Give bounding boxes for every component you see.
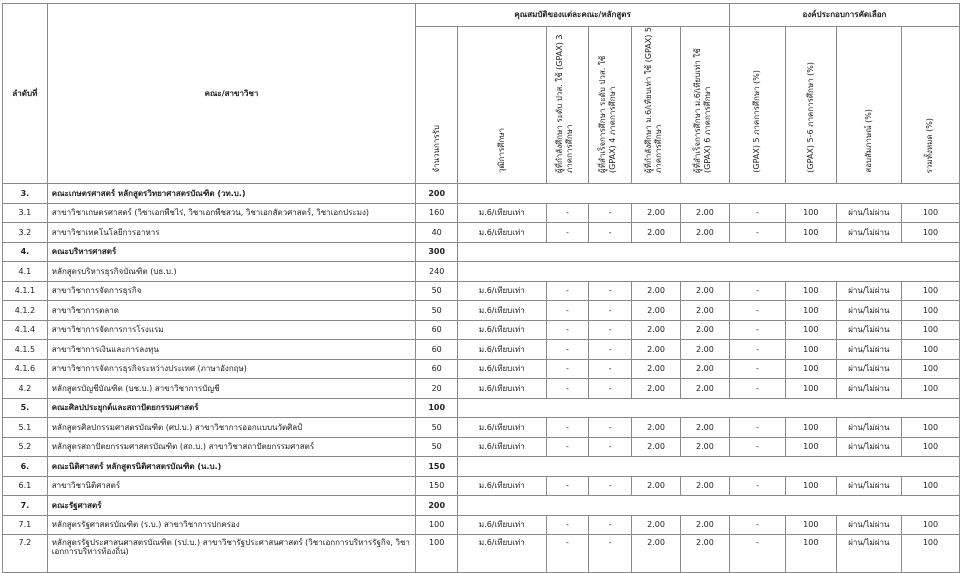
cell-q6: 2.00 <box>680 340 729 360</box>
cell-q3: - <box>546 379 589 399</box>
cell-faculty-name: สาขาวิชาเทคโนโลยีการอาหาร <box>47 223 416 243</box>
cell-total: 100 <box>901 379 959 399</box>
cell-interview: ผ่าน/ไม่ผ่าน <box>836 340 901 360</box>
cell-s2: 100 <box>785 320 836 340</box>
cell-no: 4.1.6 <box>3 359 48 379</box>
cell-q4: - <box>589 340 632 360</box>
table-row <box>3 515 960 535</box>
cell-capacity: 100 <box>416 535 458 573</box>
cell-interview: ผ่าน/ไม่ผ่าน <box>836 379 901 399</box>
cell-q5: 2.00 <box>632 301 681 321</box>
cell-s2: 100 <box>785 223 836 243</box>
cell-faculty-name: หลักสูตรรัฐศาสตรบัณฑิต (ร.บ.) สาขาวิชาการปกครอง <box>47 515 416 535</box>
cell-total: 100 <box>901 535 959 573</box>
cell-no: 3. <box>3 184 48 204</box>
cell-s1: - <box>729 515 785 535</box>
cell-total: 100 <box>901 203 959 223</box>
col-header-s2: (GPAX) 5-6 ภาคการศึกษา (%) <box>785 27 836 184</box>
table-header <box>3 4 960 184</box>
cell-q3: - <box>546 223 589 243</box>
cell-no: 3.2 <box>3 223 48 243</box>
cell-total: 100 <box>901 359 959 379</box>
cell-s2: 100 <box>785 535 836 573</box>
cell-s2: 100 <box>785 340 836 360</box>
cell-empty <box>458 457 960 477</box>
cell-empty <box>458 398 960 418</box>
cell-capacity: 20 <box>416 379 458 399</box>
cell-no: 7.2 <box>3 535 48 573</box>
table-section-row <box>3 398 960 418</box>
cell-q3: - <box>546 476 589 496</box>
cell-s1: - <box>729 223 785 243</box>
cell-s2: 100 <box>785 203 836 223</box>
cell-interview: ผ่าน/ไม่ผ่าน <box>836 203 901 223</box>
cell-faculty-name: สาขาวิชาการเงินและการลงทุน <box>47 340 416 360</box>
cell-q3: - <box>546 340 589 360</box>
cell-q6: 2.00 <box>680 281 729 301</box>
cell-q6: 2.00 <box>680 301 729 321</box>
cell-s2: 100 <box>785 359 836 379</box>
cell-faculty-name: หลักสูตรบริหารธุรกิจบัณฑิต (บธ.บ.) <box>47 262 416 282</box>
cell-faculty-name: สาขาวิชาเกษตรศาสตร์ (วิชาเอกพืชไร่, วิชาเอกพืชสวน, วิชาเอกสัตวศาสตร์, วิชาเอกประมง) <box>47 203 416 223</box>
cell-s1: - <box>729 359 785 379</box>
cell-q4: - <box>589 515 632 535</box>
cell-s1: - <box>729 476 785 496</box>
cell-no: 4.1.1 <box>3 281 48 301</box>
cell-q6: 2.00 <box>680 320 729 340</box>
cell-interview: ผ่าน/ไม่ผ่าน <box>836 359 901 379</box>
cell-q3: - <box>546 418 589 438</box>
cell-total: 100 <box>901 223 959 243</box>
cell-q4: - <box>589 203 632 223</box>
cell-education: ม.6/เทียบเท่า <box>458 418 547 438</box>
cell-q5: 2.00 <box>632 281 681 301</box>
col-header-q4: ผู้ที่สำเร็จการศึกษา ระดับ ปวส. ใช้ (GPAX) 4 ภาคการศึกษา <box>589 27 632 184</box>
table-row <box>3 340 960 360</box>
cell-faculty-name: หลักสูตรศิลปกรรมศาสตรบัณฑิต (ศป.บ.) สาขาวิชาการออกแบบนวัตศิลป์ <box>47 418 416 438</box>
table-section-row <box>3 242 960 262</box>
col-header-capacity: จำนวนการรับ <box>416 27 458 184</box>
cell-total: 100 <box>901 320 959 340</box>
table-row <box>3 379 960 399</box>
cell-capacity: 150 <box>416 457 458 477</box>
cell-s1: - <box>729 320 785 340</box>
cell-q4: - <box>589 437 632 457</box>
cell-empty <box>458 262 960 282</box>
cell-no: 7.1 <box>3 515 48 535</box>
cell-capacity: 300 <box>416 242 458 262</box>
cell-no: 6. <box>3 457 48 477</box>
cell-s1: - <box>729 340 785 360</box>
cell-q3: - <box>546 359 589 379</box>
cell-capacity: 50 <box>416 418 458 438</box>
table-row <box>3 418 960 438</box>
cell-q5: 2.00 <box>632 359 681 379</box>
cell-q5: 2.00 <box>632 515 681 535</box>
cell-capacity: 60 <box>416 320 458 340</box>
cell-s1: - <box>729 535 785 573</box>
cell-interview: ผ่าน/ไม่ผ่าน <box>836 515 901 535</box>
cell-total: 100 <box>901 281 959 301</box>
cell-s2: 100 <box>785 476 836 496</box>
cell-s1: - <box>729 281 785 301</box>
cell-total: 100 <box>901 476 959 496</box>
col-header-interview: สอบสัมภาษณ์ (%) <box>836 27 901 184</box>
table-row <box>3 301 960 321</box>
cell-education: ม.6/เทียบเท่า <box>458 535 547 573</box>
cell-faculty-name: คณะรัฐศาสตร์ <box>47 496 416 516</box>
cell-capacity: 60 <box>416 340 458 360</box>
cell-s1: - <box>729 203 785 223</box>
cell-faculty-name: คณะเกษตรศาสตร์ หลักสูตรวิทยาศาสตรบัณฑิต (วท.บ.) <box>47 184 416 204</box>
cell-interview: ผ่าน/ไม่ผ่าน <box>836 301 901 321</box>
cell-s2: 100 <box>785 515 836 535</box>
cell-q6: 2.00 <box>680 418 729 438</box>
cell-faculty-name: หลักสูตรรัฐประศาสนศาสตรบัณฑิต (รป.บ.) สาขาวิชารัฐประศาสนศาสตร์ (วิชาเอกการบริหารรัฐกิจ, วิชาเอกการบริหารท้องถิ่น) <box>47 535 416 573</box>
cell-q3: - <box>546 320 589 340</box>
cell-total: 100 <box>901 340 959 360</box>
cell-faculty-name: คณะศิลปประยุกต์และสถาปัตยกรรมศาสตร์ <box>47 398 416 418</box>
cell-faculty-name: สาขาวิชาการจัดการธุรกิจระหว่างประเทศ (ภาษาอังกฤษ) <box>47 359 416 379</box>
col-header-faculty: คณะ/สาขาวิชา <box>47 4 416 184</box>
cell-q5: 2.00 <box>632 203 681 223</box>
cell-q6: 2.00 <box>680 535 729 573</box>
cell-q4: - <box>589 535 632 573</box>
cell-faculty-name: สาขาวิชาการจัดการการโรงแรม <box>47 320 416 340</box>
cell-q3: - <box>546 203 589 223</box>
cell-q3: - <box>546 535 589 573</box>
cell-faculty-name: หลักสูตรสถาปัตยกรรมศาสตรบัณฑิต (สถ.บ.) สาขาวิชาสถาปัตยกรรมศาสตร์ <box>47 437 416 457</box>
cell-empty <box>458 496 960 516</box>
cell-q4: - <box>589 418 632 438</box>
table-section-row <box>3 184 960 204</box>
cell-s2: 100 <box>785 437 836 457</box>
table-subsection-row <box>3 262 960 282</box>
cell-interview: ผ่าน/ไม่ผ่าน <box>836 535 901 573</box>
cell-capacity: 200 <box>416 184 458 204</box>
cell-q4: - <box>589 301 632 321</box>
cell-no: 5.1 <box>3 418 48 438</box>
cell-q6: 2.00 <box>680 379 729 399</box>
cell-q3: - <box>546 437 589 457</box>
cell-no: 7. <box>3 496 48 516</box>
cell-education: ม.6/เทียบเท่า <box>458 437 547 457</box>
cell-q5: 2.00 <box>632 223 681 243</box>
cell-capacity: 50 <box>416 437 458 457</box>
cell-q5: 2.00 <box>632 535 681 573</box>
cell-interview: ผ่าน/ไม่ผ่าน <box>836 418 901 438</box>
cell-capacity: 160 <box>416 203 458 223</box>
col-header-total: รวมทั้งหมด (%) <box>901 27 959 184</box>
cell-q3: - <box>546 301 589 321</box>
cell-s1: - <box>729 379 785 399</box>
cell-no: 5.2 <box>3 437 48 457</box>
cell-q6: 2.00 <box>680 359 729 379</box>
cell-no: 4.1.2 <box>3 301 48 321</box>
cell-capacity: 200 <box>416 496 458 516</box>
cell-q5: 2.00 <box>632 379 681 399</box>
cell-no: 6.1 <box>3 476 48 496</box>
cell-capacity: 100 <box>416 398 458 418</box>
cell-q5: 2.00 <box>632 476 681 496</box>
col-header-no: ลำดับที่ <box>3 4 48 184</box>
cell-q3: - <box>546 281 589 301</box>
cell-empty <box>458 184 960 204</box>
cell-education: ม.6/เทียบเท่า <box>458 359 547 379</box>
cell-education: ม.6/เทียบเท่า <box>458 340 547 360</box>
cell-q6: 2.00 <box>680 476 729 496</box>
cell-education: ม.6/เทียบเท่า <box>458 281 547 301</box>
cell-education: ม.6/เทียบเท่า <box>458 223 547 243</box>
col-header-q6: ผู้ที่สำเร็จการศึกษา ม.6/เทียบเท่า ใช้ (GPAX) 6 ภาคการศึกษา <box>680 27 729 184</box>
cell-q6: 2.00 <box>680 437 729 457</box>
cell-q4: - <box>589 359 632 379</box>
cell-q6: 2.00 <box>680 515 729 535</box>
cell-s2: 100 <box>785 379 836 399</box>
cell-education: ม.6/เทียบเท่า <box>458 301 547 321</box>
cell-faculty-name: สาขาวิชาการตลาด <box>47 301 416 321</box>
cell-faculty-name: คณะนิติศาสตร์ หลักสูตรนิติศาสตรบัณฑิต (น.บ.) <box>47 457 416 477</box>
cell-q4: - <box>589 320 632 340</box>
cell-s1: - <box>729 418 785 438</box>
table-row <box>3 359 960 379</box>
cell-q3: - <box>546 515 589 535</box>
cell-total: 100 <box>901 418 959 438</box>
table-row <box>3 437 960 457</box>
cell-interview: ผ่าน/ไม่ผ่าน <box>836 437 901 457</box>
cell-q6: 2.00 <box>680 223 729 243</box>
cell-q4: - <box>589 281 632 301</box>
cell-education: ม.6/เทียบเท่า <box>458 379 547 399</box>
table-section-row <box>3 496 960 516</box>
col-header-education: วุฒิการศึกษา <box>458 27 547 184</box>
cell-capacity: 50 <box>416 281 458 301</box>
cell-s1: - <box>729 301 785 321</box>
cell-faculty-name: หลักสูตรบัญชีบัณฑิต (บช.บ.) สาขาวิชาการบัญชี <box>47 379 416 399</box>
table-row <box>3 223 960 243</box>
group-header-selection: องค์ประกอบการคัดเลือก <box>729 4 959 27</box>
cell-education: ม.6/เทียบเท่า <box>458 320 547 340</box>
cell-empty <box>458 242 960 262</box>
cell-no: 3.1 <box>3 203 48 223</box>
cell-q5: 2.00 <box>632 320 681 340</box>
cell-s1: - <box>729 437 785 457</box>
cell-faculty-name: สาขาวิชานิติศาสตร์ <box>47 476 416 496</box>
cell-faculty-name: สาขาวิชาการจัดการธุรกิจ <box>47 281 416 301</box>
cell-capacity: 50 <box>416 301 458 321</box>
cell-no: 4. <box>3 242 48 262</box>
col-header-q5: ผู้ที่กำลังศึกษา ม.6/เทียบเท่า ใช้ (GPAX) 5 ภาคการศึกษา <box>632 27 681 184</box>
table-row <box>3 203 960 223</box>
table-body <box>3 184 960 573</box>
table-row <box>3 476 960 496</box>
cell-no: 5. <box>3 398 48 418</box>
cell-q4: - <box>589 223 632 243</box>
cell-capacity: 100 <box>416 515 458 535</box>
cell-interview: ผ่าน/ไม่ผ่าน <box>836 476 901 496</box>
cell-capacity: 240 <box>416 262 458 282</box>
cell-no: 4.1 <box>3 262 48 282</box>
col-header-q3: ผู้ที่กำลังศึกษา ระดับ ปวส. ใช้ (GPAX) 3 ภาคการศึกษา <box>546 27 589 184</box>
cell-capacity: 150 <box>416 476 458 496</box>
cell-interview: ผ่าน/ไม่ผ่าน <box>836 223 901 243</box>
admission-table <box>2 3 960 573</box>
cell-faculty-name: คณะบริหารศาสตร์ <box>47 242 416 262</box>
cell-interview: ผ่าน/ไม่ผ่าน <box>836 281 901 301</box>
cell-no: 4.2 <box>3 379 48 399</box>
col-header-s1: (GPAX) 5 ภาคการศึกษา (%) <box>729 27 785 184</box>
cell-q5: 2.00 <box>632 340 681 360</box>
cell-education: ม.6/เทียบเท่า <box>458 515 547 535</box>
cell-total: 100 <box>901 437 959 457</box>
cell-capacity: 60 <box>416 359 458 379</box>
cell-capacity: 40 <box>416 223 458 243</box>
cell-q4: - <box>589 476 632 496</box>
cell-s2: 100 <box>785 301 836 321</box>
cell-q6: 2.00 <box>680 203 729 223</box>
cell-education: ม.6/เทียบเท่า <box>458 476 547 496</box>
cell-interview: ผ่าน/ไม่ผ่าน <box>836 320 901 340</box>
cell-q4: - <box>589 379 632 399</box>
cell-total: 100 <box>901 301 959 321</box>
cell-no: 4.1.4 <box>3 320 48 340</box>
cell-education: ม.6/เทียบเท่า <box>458 203 547 223</box>
cell-total: 100 <box>901 515 959 535</box>
table-row <box>3 281 960 301</box>
table-row <box>3 535 960 573</box>
cell-s2: 100 <box>785 281 836 301</box>
group-header-qualifications: คุณสมบัติของแต่ละคณะ/หลักสูตร <box>416 4 730 27</box>
table-section-row <box>3 457 960 477</box>
cell-q5: 2.00 <box>632 437 681 457</box>
table-row <box>3 320 960 340</box>
cell-s2: 100 <box>785 418 836 438</box>
cell-q5: 2.00 <box>632 418 681 438</box>
cell-no: 4.1.5 <box>3 340 48 360</box>
